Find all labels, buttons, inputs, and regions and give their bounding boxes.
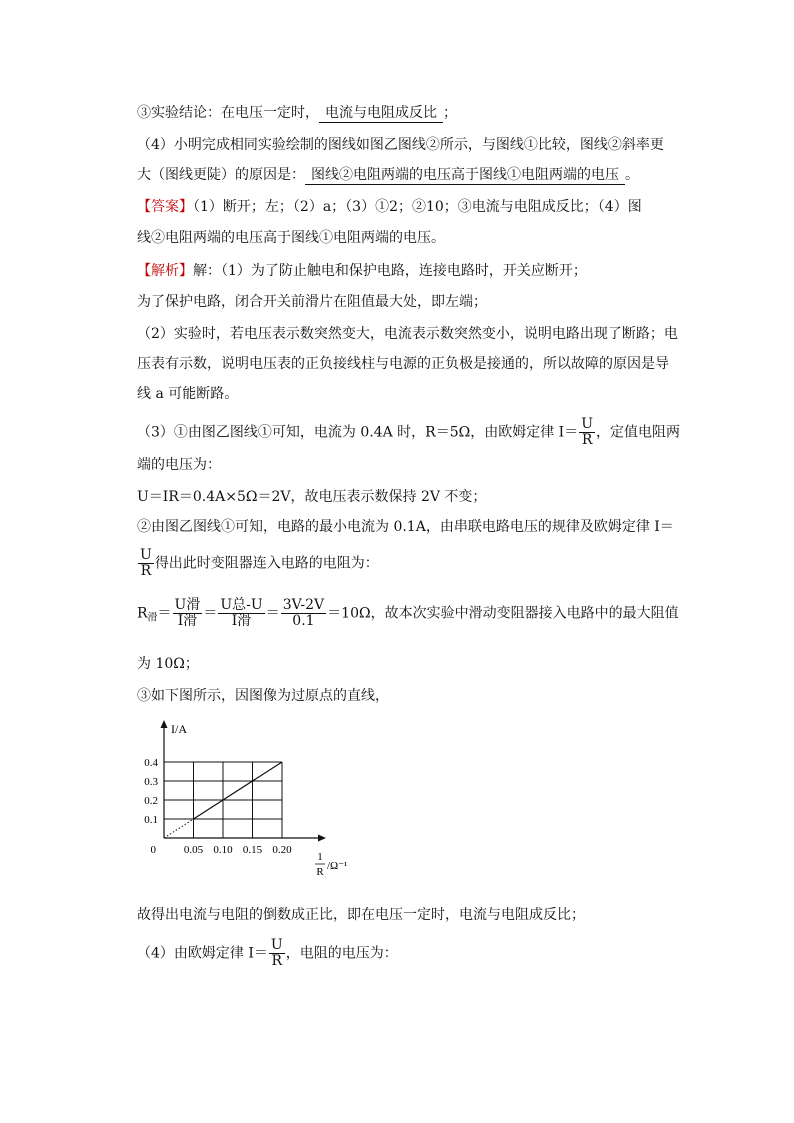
answer-line-2: 线②电阻两端的电压高于图线①电阻两端的电压。 [137, 230, 445, 246]
analysis-line-3: （2）实验时，若电压表示数突然变大，电流表示数突然变小，说明电路出现了断路；电 [137, 326, 678, 342]
analysis-line-12: 为 10Ω； [137, 656, 199, 672]
ohm-law-fraction-3: $\frac{U}{R}$ [270, 937, 283, 969]
x-axis-label-unit: /Ω⁻¹ [327, 860, 347, 872]
ohm-law-suffix: ，定值电阻两 [596, 424, 681, 441]
question-4-line-1: （4）小明完成相同实验绘制的图线如图乙图线②所示，与图线①比较，图线②斜率更 [137, 137, 664, 153]
fraction-u-total: $\frac{\text{U总-U}}{\text{I滑}}$ [220, 597, 263, 629]
conclusion-end: ； [443, 105, 457, 121]
analysis-line-9: ②由图乙图线①可知，电路的最小电流为 0.1A，由串联电路电压的规律及欧姆定律 I＝ [137, 519, 674, 535]
analysis-line-1 [137, 262, 587, 280]
conclusion-answer: 电流与电阻成反比 [319, 104, 443, 123]
question-4-prefix: 大（图线更陡）的原因是： [137, 167, 305, 183]
analysis-line-4: 压表有示数，说明电压表的正负接线柱与电源的正负极是接通的，所以故障的原因是导 [137, 356, 669, 372]
analysis-tag: 【解析】 [137, 263, 193, 279]
fraction-values: $\frac{3V-2V}{0.1}$ [282, 597, 325, 629]
y-tick-label: 0.2 [144, 795, 158, 807]
conclusion-line [137, 104, 457, 123]
analysis-line-15 [137, 938, 398, 969]
analysis-line-2: 为了保护电路，闭合开关前滑片在阻值最大处，即左端； [137, 294, 487, 310]
analysis-line-8: U＝IR＝0.4A×5Ω＝2V，故电压表示数保持 2V 不变； [137, 489, 487, 505]
rheostat-text: 得出此时变阻器连入电路的电阻为： [154, 555, 379, 572]
series-line [194, 762, 283, 819]
origin-label: 0 [150, 844, 156, 856]
ohm-law-prefix-2: （4）由欧姆定律 I＝ [137, 945, 268, 962]
answer-tag: 【答案】 [137, 199, 193, 215]
x-axis-arrow [318, 835, 326, 842]
y-tick-label: 0.4 [144, 757, 158, 769]
ohm-law-prefix: （3）①由图乙图线①可知，电流为 0.4A 时，R＝5Ω，由欧姆定律 I＝ [137, 424, 579, 441]
y-axis-arrow [161, 720, 168, 728]
question-4-line-2 [137, 166, 639, 185]
analysis-line-5: 线 a 可能断路。 [137, 386, 239, 402]
ohm-law-fraction-2: $\frac{U}{R}$ [140, 547, 152, 579]
answer-text-1: （1）断开；左；（2）a；（3）①2；②10；③电流与电阻成反比；（4）图 [193, 199, 642, 215]
conclusion-prefix: ③实验结论：在电压一定时， [137, 105, 319, 121]
ohm-law-fraction: $\frac{U}{R}$ [581, 416, 594, 448]
y-axis-label: I/A [171, 722, 187, 736]
x-tick-label: 0.10 [213, 844, 233, 856]
answer-line-1 [137, 198, 642, 216]
y-tick-label: 0.3 [144, 776, 158, 788]
rheostat-result: ＝10Ω，故本次实验中滑动变阻器接入电路中的最大阻值 [327, 605, 679, 622]
x-axis-label-denominator: R [316, 866, 324, 878]
question-4-end: 。 [625, 167, 639, 183]
question-4-answer: 图线②电阻两端的电压高于图线①电阻两端的电压 [305, 166, 625, 185]
x-tick-label: 0.20 [272, 844, 292, 856]
analysis-text-1: 解：（1）为了防止触电和保护电路，连接电路时，开关应断开； [193, 263, 587, 279]
analysis-line-6 [137, 417, 680, 448]
current-vs-inverse-resistance-chart [137, 716, 347, 886]
r-subscript: 滑 [147, 612, 158, 624]
fraction-u-slide: $\frac{\text{U滑}}{\text{I滑}}$ [174, 597, 201, 629]
rheostat-equation: $R_滑=$ $\frac{\text{U滑}}{\text{I滑}}$ ＝ $\frac{\text{U总-U}}{\text{I滑}}$ ＝ $\frac{3V-2V}{0.1}$ ＝10Ω，故本次实验中滑动变阻器接入电路中的最大阻值 [137, 597, 679, 629]
y-tick-label: 0.1 [144, 814, 158, 826]
analysis-line-10 [137, 548, 379, 579]
analysis-line-7: 端的电压为： [137, 457, 221, 473]
x-tick-label: 0.15 [242, 844, 263, 856]
analysis-line-13: ③如下图所示，因图像为过原点的直线， [137, 688, 389, 704]
r-symbol: R [137, 605, 148, 622]
voltage-text: ，电阻的电压为： [285, 945, 398, 962]
x-tick-label: 0.05 [183, 844, 204, 856]
series-extrapolated-segment [164, 819, 194, 838]
analysis-line-14: 故得出电流与电阻的倒数成正比，即在电压一定时，电流与电阻成反比； [137, 907, 585, 923]
x-axis-label-numerator: 1 [317, 851, 323, 863]
